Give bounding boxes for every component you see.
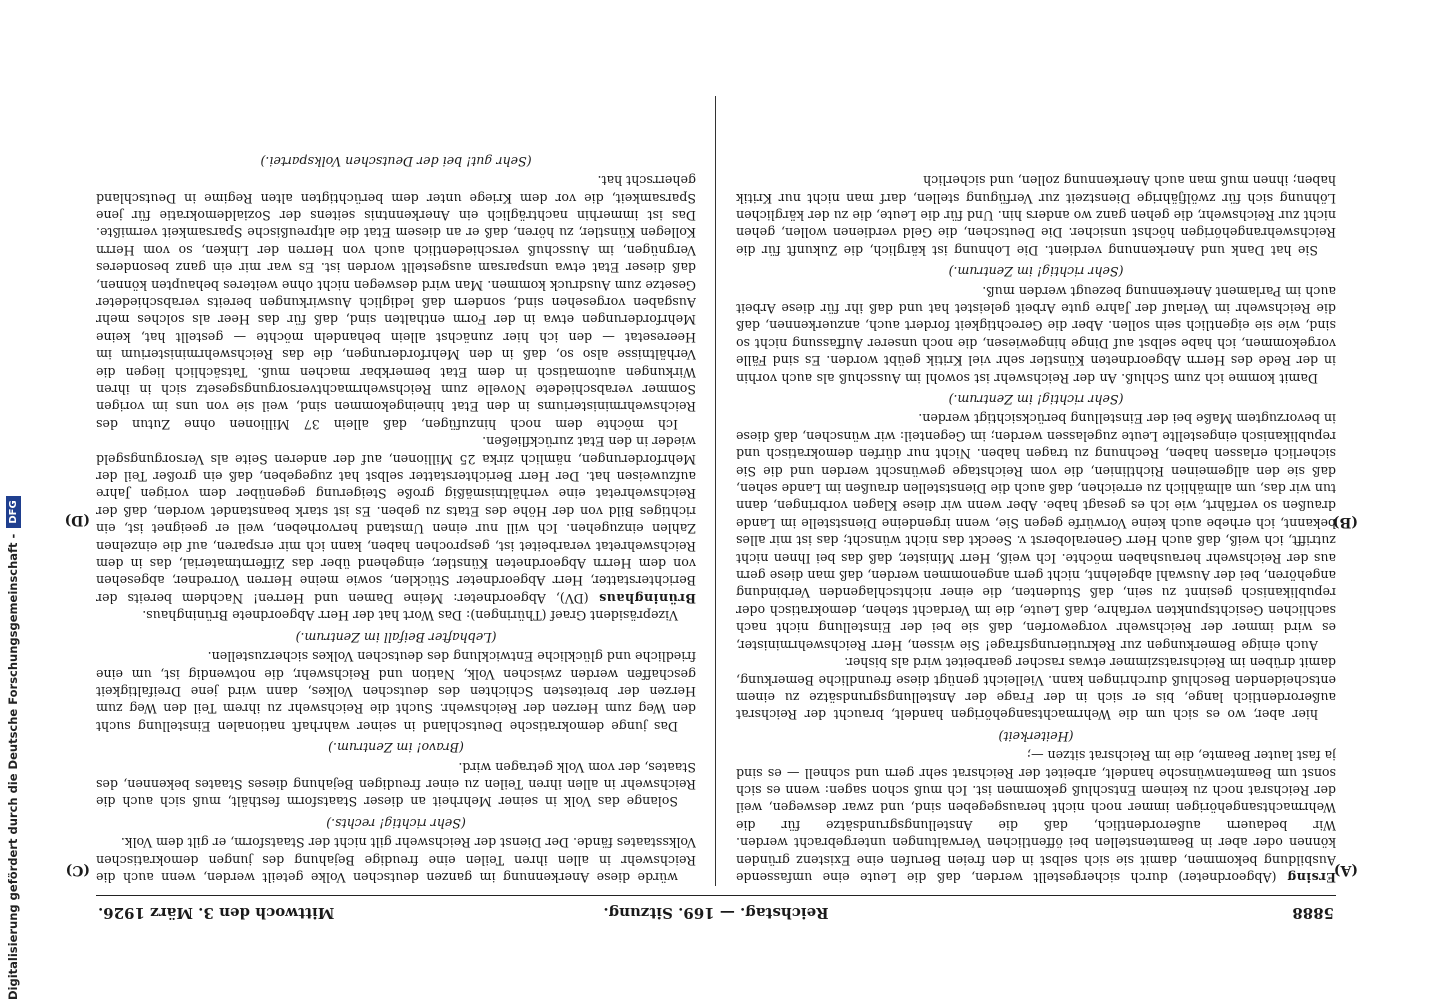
paragraph-text: (Abgeordneter) durch sichergestellt werden, daß die Leute eine umfassende Ausbildung bekommen, damit sie sich selbst in den freien Berufen eine Existenz gründen können oder aber in Beamtenstellen bei öffentlichen Verwaltungen untergebracht werden. Wir bedauern außerordentlich, daß die Anstellungsgrundsätze für die Wehrmachtsangehörigen immer noch nicht herausgegeben sind, und zwar deswegen, weil der Reichsrat noch zu keinem Entschluß gekommen ist. Ich muß schon sagen: wenn es sich sonst um Beamtenwünsche handelt, arbeitet der Reichsrat sehr gern und schnell — es sind ja fast lauter Beamte, die im Reichsrat sitzen —;: [736, 748, 1336, 885]
interjection: (Lebhafter Beifall im Zentrum.): [295, 629, 497, 645]
speaker-name: Brüninghaus: [598, 590, 696, 606]
paragraph: Solange das Volk in seiner Mehrheit an dieser Staatsform festhält, muß sich auch die Reichswehr in allen ihren Teilen zu einer freudigen Bejahung dieses Staates bekennen, des Staates, der vom Volk getragen wird.: [96, 759, 696, 810]
interjection: (Sehr gut! bei der Deutschen Volkspartei.): [260, 153, 532, 169]
interjection: (Sehr richtig! im Zentrum.): [948, 264, 1124, 280]
paragraph: Sie hat Dank und Anerkennung verdient. Die Lohnung ist kärglich, die Zukunft für die Reichswehrangehörigen höchst unsicher. Die Deutschen, die Geld verdienen wollen, gehen nicht zur Reichswehr, die gehen ganz wo anders hin. Und für die Leute, die zu der kärglichen Löhnung sich für zwölfjährige Dienstzeit zur Verfügung stellen, darf man nicht nur Kritik haben; ihnen muß man auch Anerkennung zollen, und sicherlich: [736, 173, 1336, 258]
text-column-left: [736, 90, 1336, 886]
paragraph: hier aber, wo es sich um die Wehrmachtsangehörigen handelt, braucht der Reichsrat außerordentlich lange, bis er sich in der Frage der Anstellungsgrundsätze zu einem entscheidenden Beschluß durchringen kann. Vielleicht genügt diese freundliche Bemerkung, damit drüben im Reichsratszimmer etwas rascher gearbeitet wird als bisher.: [736, 655, 1336, 723]
session-date: Mittwoch den 3. März 1926.: [98, 904, 335, 922]
interjection: (Sehr richtig! rechts.): [326, 815, 466, 831]
margin-marker-d: (D): [64, 512, 90, 528]
digitization-credit: [4, 18, 22, 1000]
session-title: Reichstag. — 169. Sitzung.: [603, 904, 829, 922]
paragraph: Auch einige Bemerkungen zur Rekrutierungsfrage! Sie wissen, Herr Reichswehrminister, es wird immer der Reichswehr vorgeworfen, daß sie bei der Einstellung nicht nach sachlichen Gesichtspunkten verfahre, daß Leute, die im Verdacht stehen, demokratisch oder republikanisch gesinnt zu sein, daß Studenten, die einer nichtschlagenden Verbindung angehören, bei der Auswahl abgelehnt, nicht gern angenommen werden, daß man diese gern aus der Reichswehr heraushaben möchte. Ich weiß, Herr Minister, daß das bei Ihnen nicht zutrifft, ich weiß, daß auch Herr Generaloberst v. Seeckt das nicht wünscht; das ist mir alles bekannt, ich erhebe auch keine Vorwürfe gegen Sie, wenn irgendeine Dienststelle im Lande draußen so verfährt, wie ich es gesagt habe. Aber wenn wir diese Klagen vorbringen, dann tun wir das, um allmählich zu erreichen, daß auch die Dienststellen draußen im Lande sehen, daß sie den allgemeinen Richtlinien, die vom Reichstage gewünscht werden und die Sie sicherlich erlassen haben, Rechnung zu tragen haben. Nicht nur dürfen demokratisch und republikanisch eingestellte Leute zugelassen werden; im Gegenteil: wir wünschen, daß diese in bevorzugtem Maße bei der Einstellung berücksichtigt werden.: [736, 411, 1336, 653]
credit-text: Digitalisierung gefördert durch die Deutsche Forschungsgemeinschaft -: [6, 533, 20, 1000]
paragraph-text: (DV), Abgeordneter: Meine Damen und Herren! Nachdem bereits der Berichterstatter, Herr Abgeordneter Stücklen, sowie meine Herren Vorredner, abgesehen von dem Herrn Abgeordneten Künstler, eingehend über das Zifferntmaterial, das in dem Reichswehretat verarbeitet ist, gesprochen haben, kann ich mir ersparen, auf die einzelnen Zahlen einzugehen. Ich will nur einen Umstand hervorheben, weil er geeignet ist, ein richtiges Bild von der Höhe des Etats zu geben. Es ist stark beanstandet worden, daß der Reichswehretat eine verhältnismäßig große Steigerung gegenüber dem vorigen Jahre aufzuweisen hat. Der Herr Berichterstatter selbst hat zugegeben, daß ein großer Teil der Mehrforderungen, nämlich zirka 25 Millionen, auf der anderen Seite als Versorgungsgeld wieder in den Etat zurückfließen.: [96, 434, 696, 606]
text-column-right: [96, 90, 696, 886]
column-divider: [715, 96, 716, 886]
paragraph: [96, 433, 696, 607]
margin-marker-c: (C): [65, 862, 90, 878]
page-header: [96, 895, 1336, 926]
paragraph: Damit komme ich zum Schluß. An der Reichswehr ist sowohl im Ausschuß als auch vorhin in der Rede des Herrn Abgeordneten Künstler sehr viel Kritik geübt worden. Es sind Fälle vorgekommen, ich habe selbst auf Dinge hingewiesen, die noch unserer Auffassung nicht so sind, wie sie eigentlich sein sollen. Aber die Gerechtigkeit fordert auch, anzuerkennen, daß die Reichswehr im Verlauf der Jahre gute Arbeit geleistet hat und daß ihr für diese Arbeit auch im Parlament Anerkennung bezeugt werden muß.: [736, 283, 1336, 386]
margin-marker-b: (B): [1332, 514, 1358, 530]
page-number: 5888: [1292, 904, 1334, 922]
paragraph: Ich möchte dem noch hinzufügen, daß allein 37 Millionen ohne Zutun des Reichswehrministeriums in den Etat hineingekommen sind, weil sie von uns im vorigen Sommer verabschiedete Novelle zum Reichswehrmachtversorgungsgesetz sich in ihren Wirkungen automatisch in dem Etat bemerkbar machen muß. Tatsächlich liegen die Verhältnisse also so, daß in den Mehrforderungen, die das Reichswehrministerium im Heeresetat — den ich hier zunächst allein behandeln möchte — gestellt hat, keine Mehrforderungen etwa in der Form enthalten sind, daß für das Heer als solches mehr Ausgaben vorgesehen sind, sondern daß lediglich Auswirkungen bereits verabschiedeter Gesetze zum Ausdruck kommen. Man wird deswegen nicht ohne weiteres behaupten können, daß dieser Etat etwa unsparsam ausgestellt worden ist. Es war mir ein ganz besonderes Vergnügen, im Ausschuß verschiedentlich auch von Herren der Linken, so vom Herrn Kollegen Künstler, zu hören, daß er an diesem Etat die altpreußische Sparsamkeit vermißte. Das ist immerhin nachträglich ein Anerkenntnis seitens der Sozialdemokratie für jene Sparsamkeit, die vor dem Kriege unter dem berüchtigten alten Regime in Deutschland geherrscht hat.: [96, 173, 696, 432]
interjection: (Bravo! im Zentrum.): [328, 740, 464, 756]
paragraph: Vizepräsident Graef (Thüringen): Das Wort hat der Herr Abgeordnete Brüninghaus.: [142, 608, 678, 624]
margin-marker-a: (A): [1333, 862, 1358, 878]
interjection: (Heiterkeit): [998, 728, 1074, 744]
paragraph: Das junge demokratische Deutschland in seiner wahrhaft nationalen Einstellung sucht den Weg zum Herzen der Reichswehr. Sucht die Reichswehr zu ihrem Teil den Weg zum Herzen der breitesten Schichten des deutschen Volkes, dann wird jene Dreifaltigkeit geschaffen werden zwischen Volk, Nation und Reichswehr, die notwendig ist, um eine friedliche und glückliche Entwicklung des deutschen Volkes sicherzustellen.: [96, 649, 696, 734]
paragraph: würde diese Anerkennung im ganzen deutschen Volke geteilt werden, wenn auch die Reichswehr in allen ihren Teilen eine freudige Bejahung des jungen demokratischen Volksstaates fände. Der Dienst der Reichswehr gilt nicht der Staatsform, er gilt dem Volk.: [96, 835, 696, 885]
rotated-page: [64, 88, 1358, 926]
interjection: (Sehr richtig! im Zentrum.): [948, 392, 1124, 408]
dfg-logo: DFG: [6, 496, 21, 527]
paragraph: [736, 747, 1336, 886]
speaker-name: Ersing: [1286, 870, 1336, 885]
